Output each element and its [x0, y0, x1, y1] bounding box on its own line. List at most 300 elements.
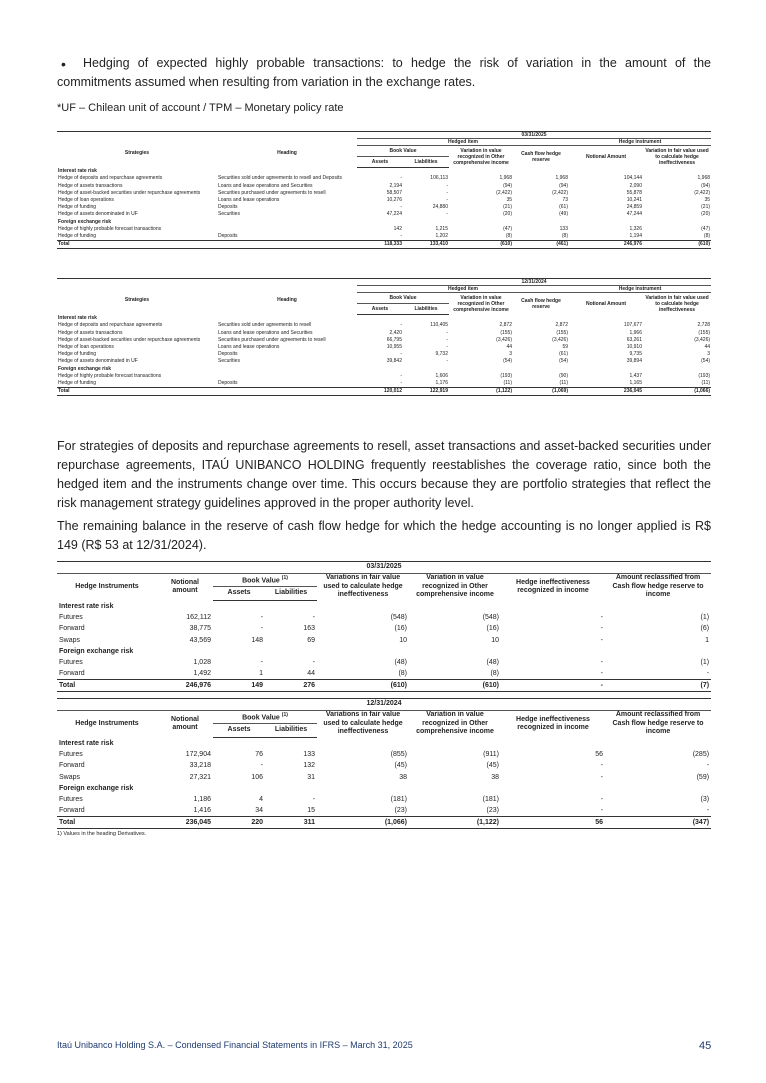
cell-var-oci: (47)	[503, 225, 512, 232]
col-instruments: Hedge Instruments	[75, 582, 139, 590]
col-liabilities: Liabilities	[403, 157, 449, 168]
col-notional: Notional amount	[171, 715, 199, 732]
cell-var-fv: (855)	[390, 750, 407, 758]
section-row	[57, 600, 711, 612]
cell-var-oci: (1,122)	[449, 387, 513, 395]
col-reclassified: Amount reclassified from Cash flow hedge reserve to income	[612, 574, 704, 599]
cell-name: Total	[57, 680, 157, 692]
cell-notional: 10,910	[626, 344, 642, 351]
cell-heading: Loans and lease operations and Securities	[218, 329, 313, 336]
cell-liabilities: -	[312, 796, 315, 804]
cell-name: Forward	[59, 670, 85, 678]
cell-liabilities: 24,880	[432, 204, 448, 211]
cell-notional: 2,090	[629, 182, 642, 189]
cell-reclass: (3)	[700, 796, 710, 804]
cell-strategy: Total	[57, 240, 217, 248]
cell-strategy: Hedge of assets transactions	[58, 182, 123, 189]
cell-reclass: -	[706, 670, 710, 678]
cell-var-oci: (45)	[486, 762, 499, 770]
cell-assets: -	[400, 379, 402, 386]
cell-liabilities: 69	[307, 636, 315, 644]
cell-assets: 47,224	[386, 211, 402, 218]
cell-liabilities: 106,113	[430, 175, 448, 182]
cell-notional: 1,966	[629, 329, 642, 336]
section-row	[57, 783, 711, 794]
cell-assets: -	[400, 232, 402, 239]
coverage-ratio-paragraph: For strategies of deposits and repurchase agreements to resell, asset transactions and asset-backed securities under repurchase agreements, ITAÚ UNIBANCO HOLDING frequently reestablishes the coverage ratio, since both the hedged item and the instruments change over time. This occurs because they are portfolio strategies that reflect the risk management strategy guidelines approved in the proper authority level.	[57, 439, 711, 510]
period-header: 12/31/2024	[57, 699, 711, 711]
cell-name: Forward	[59, 807, 85, 815]
table-row	[57, 322, 711, 329]
hedge-instruments-table-2025	[57, 561, 711, 692]
cell-strategy: Hedge of deposits and repurchase agreements	[58, 322, 163, 329]
col-book-value: Book Value	[357, 293, 449, 304]
cell-var-fv: (1,066)	[643, 387, 711, 395]
cell-liabilities: -	[446, 182, 448, 189]
cell-reclass: (6)	[700, 625, 710, 633]
total-row	[57, 680, 711, 692]
col-variation-fv: Variation in fair value used to calculate hedge ineffectiveness	[645, 295, 709, 314]
col-notional: Notional Amount	[585, 154, 627, 161]
cell-reserve: (461)	[513, 240, 569, 248]
cell-notional: 38,775	[189, 625, 211, 633]
cell-assets: 148	[251, 636, 263, 644]
cell-var-oci: (8)	[505, 232, 512, 239]
cell-var-oci: (16)	[486, 625, 499, 633]
cell-var-fv: 10	[399, 636, 407, 644]
cell-heading: Loans and lease operations	[218, 197, 280, 204]
cell-reserve: 1,968	[555, 175, 568, 182]
cell-var-fv: (3,426)	[694, 336, 711, 343]
cell-var-fv: 1,968	[697, 175, 711, 182]
cell-var-oci: 35	[506, 197, 512, 204]
cell-var-oci: (54)	[503, 358, 512, 365]
cell-var-fv: (155)	[698, 329, 711, 336]
cell-notional: 33,218	[189, 762, 211, 770]
cell-notional: 10,241	[626, 197, 642, 204]
cell-assets: 10,955	[386, 344, 402, 351]
cell-var-oci: (610)	[449, 240, 513, 248]
cell-ineff: -	[501, 680, 605, 692]
cell-assets: 118,333	[357, 240, 403, 248]
cell-var-oci: 10	[491, 636, 499, 644]
col-book-value: Book Value $^{(1)}$	[213, 574, 317, 587]
cell-strategy: Hedge of asset-backed securities under repurchase agreements	[58, 336, 201, 343]
cell-var-fv: (48)	[394, 659, 407, 667]
cell-liabilities: 9,732	[435, 351, 448, 358]
cell-assets: -	[260, 613, 263, 621]
cell-reserve: (54)	[559, 358, 568, 365]
cell-reserve: 2,872	[555, 322, 568, 329]
total-row	[57, 240, 711, 248]
cell-var-fv: 35	[704, 197, 711, 204]
table-row	[57, 657, 711, 668]
cell-name: Swaps	[59, 636, 81, 644]
section-label: Foreign exchange risk	[59, 647, 134, 655]
cell-notional: 246,976	[157, 680, 213, 692]
section-label: Interest rate risk	[58, 168, 97, 175]
cell-var-oci: (911)	[483, 750, 499, 758]
cell-var-fv: (181)	[390, 796, 407, 804]
cell-reclass: -	[706, 762, 710, 770]
cell-reserve: (1,069)	[513, 387, 569, 395]
cell-liabilities: 133	[303, 750, 315, 758]
cell-name: Total	[57, 817, 157, 829]
table-row	[57, 760, 711, 771]
col-assets: Assets	[357, 157, 403, 168]
table-row	[57, 175, 711, 182]
cell-assets: 34	[255, 807, 263, 815]
cell-var-oci: 2,872	[499, 322, 512, 329]
bullet-icon: •	[61, 56, 66, 72]
cell-notional: 1,492	[193, 670, 211, 678]
cell-reserve: (3,426)	[552, 336, 568, 343]
cell-ineff: -	[600, 659, 603, 667]
cell-notional: 1,437	[629, 372, 642, 379]
cell-assets: 142	[393, 225, 402, 232]
footer-company: Itaú Unibanco Holding S.A. – Condensed Financial Statements in IFRS – March 31, 2025	[57, 1040, 413, 1050]
table-row	[57, 204, 711, 211]
cell-assets: 106	[251, 773, 263, 781]
cell-heading: Securities purchased under agreements to resell	[218, 336, 326, 343]
cell-liabilities: 132	[303, 762, 315, 770]
cell-ineff: 56	[595, 750, 603, 758]
cell-var-fv: (47)	[701, 225, 711, 232]
cell-var-oci: 38	[491, 773, 499, 781]
cell-heading	[217, 373, 357, 380]
cell-assets: 120,012	[357, 387, 403, 395]
cell-strategy: Hedge of deposits and repurchase agreements	[58, 175, 163, 182]
col-book-value: Book Value	[357, 146, 449, 157]
col-cash-flow-reserve: Cash flow hedge reserve	[521, 151, 561, 164]
cell-assets: -	[400, 372, 402, 379]
section-label: Foreign exchange risk	[59, 784, 134, 792]
cell-reclass: 1	[705, 636, 710, 644]
cell-liabilities: -	[312, 613, 315, 621]
cell-heading: Loans and lease operations	[218, 344, 280, 351]
col-var-oci: Variation in value recognized in Other comprehensive income	[416, 711, 494, 736]
cell-var-oci: (48)	[486, 659, 499, 667]
col-ineffectiveness: Hedge ineffectiveness recognized in income	[516, 578, 590, 595]
cell-reserve: (8)	[561, 232, 568, 239]
hedge-strategies-table-2024	[57, 278, 711, 396]
cell-strategy: Hedge of funding	[58, 204, 97, 211]
col-ineffectiveness: Hedge ineffectiveness recognized in income	[516, 715, 590, 732]
cell-heading	[217, 387, 357, 395]
cell-var-fv: (20)	[701, 211, 711, 218]
cell-liabilities: 1,176	[435, 379, 448, 386]
cell-notional: 107,677	[623, 322, 642, 329]
cell-strategy: Hedge of assets denominated in UF	[58, 211, 138, 218]
total-row	[57, 817, 711, 829]
cell-reserve: (90)	[559, 372, 568, 379]
cell-var-fv: (11)	[701, 379, 711, 386]
table-row	[57, 197, 711, 204]
bullet-paragraph: Hedging of expected highly probable transactions: to hedge the risk of variation in the amount of the commitments assumed when resulting from variation in the exchange rates.	[57, 56, 711, 89]
cell-strategy: Hedge of assets denominated in UF	[58, 358, 138, 365]
cell-reclass: (7)	[605, 680, 711, 692]
cell-notional: 43,569	[189, 636, 211, 644]
cell-var-oci: (11)	[503, 379, 512, 386]
cell-strategy: Hedge of funding	[58, 351, 97, 358]
cell-liabilities: 133,410	[403, 240, 449, 248]
cell-name: Futures	[59, 659, 83, 667]
cell-reserve: (61)	[559, 351, 568, 358]
cell-var-fv: (548)	[390, 613, 407, 621]
col-instruments: Hedge Instruments	[75, 719, 139, 727]
cell-notional: 47,244	[626, 211, 642, 218]
cell-var-oci: (20)	[503, 211, 512, 218]
cell-var-oci: (8)	[490, 670, 499, 678]
cell-var-fv: (45)	[394, 762, 407, 770]
cell-notional: 63,261	[626, 336, 642, 343]
total-row	[57, 387, 711, 395]
cell-var-fv: (54)	[701, 358, 711, 365]
cell-reclass: (285)	[692, 750, 710, 758]
cell-var-fv: (94)	[701, 182, 711, 189]
cell-name: Futures	[59, 750, 83, 758]
cell-assets: -	[260, 659, 263, 667]
cell-notional: 104,144	[623, 175, 642, 182]
page-number: 45	[699, 1040, 712, 1052]
cell-ineff: -	[600, 762, 603, 770]
cell-liabilities: -	[312, 659, 315, 667]
cell-reserve: (94)	[559, 182, 568, 189]
cell-notional: 1,165	[629, 379, 642, 386]
cell-liabilities: 122,919	[403, 387, 449, 395]
cell-var-fv: (1,066)	[317, 817, 409, 829]
cell-var-fv: (16)	[394, 625, 407, 633]
col-notional: Notional Amount	[585, 301, 627, 308]
section-label: Foreign exchange risk	[58, 218, 112, 225]
cell-assets: 2,420	[389, 329, 402, 336]
cell-var-fv: (8)	[703, 232, 711, 239]
table-row	[57, 373, 711, 380]
table-row	[57, 351, 711, 358]
cell-notional: 1,186	[193, 796, 211, 804]
section-row	[57, 646, 711, 657]
cell-name: Swaps	[59, 773, 81, 781]
cell-strategy: Total	[57, 387, 217, 395]
col-variation-oci: Variation in value recognized in Other comprehensive income	[453, 148, 509, 167]
cell-ineff: -	[600, 773, 603, 781]
cell-ineff: -	[600, 670, 603, 678]
section-row	[57, 219, 711, 226]
col-strategies: Strategies	[124, 297, 150, 304]
col-var-fv: Variations in fair value used to calculate hedge ineffectiveness	[323, 574, 403, 599]
cell-notional: 24,859	[626, 204, 642, 211]
cell-reclass: (347)	[605, 817, 711, 829]
cell-ineff: -	[600, 625, 603, 633]
cell-liabilities: -	[446, 211, 448, 218]
cell-assets: -	[400, 175, 402, 182]
cell-assets: 149	[213, 680, 265, 692]
table-row	[57, 358, 711, 365]
cell-notional: 27,321	[189, 773, 211, 781]
cell-var-fv: (21)	[701, 204, 711, 211]
cell-reserve: (49)	[559, 211, 568, 218]
col-heading: Heading	[277, 297, 297, 304]
table-row	[57, 211, 711, 218]
table-row	[57, 190, 711, 197]
cell-var-fv: (2,422)	[694, 189, 711, 196]
cell-assets: 66,795	[386, 336, 402, 343]
cell-liabilities: 163	[303, 625, 315, 633]
table-row	[57, 330, 711, 337]
table-row	[57, 612, 711, 623]
cell-liabilities: 1,202	[435, 232, 448, 239]
cell-assets: -	[260, 762, 263, 770]
cell-heading: Securities	[218, 211, 240, 218]
cell-assets: 2,194	[389, 182, 402, 189]
cell-liabilities: 276	[265, 680, 317, 692]
cell-heading: Securities purchased under agreements to resell	[218, 189, 326, 196]
cell-var-oci: (21)	[503, 204, 512, 211]
cell-liabilities: -	[446, 358, 448, 365]
cell-heading: Securities sold under agreements to resell	[218, 322, 312, 329]
col-strategies: Strategies	[124, 150, 150, 157]
cell-liabilities: 1,606	[435, 372, 448, 379]
table-row	[57, 805, 711, 817]
table-row	[57, 233, 711, 241]
cell-notional: 162,112	[186, 613, 211, 621]
cell-ineff: -	[600, 613, 603, 621]
cell-ineff: -	[600, 796, 603, 804]
table-row	[57, 771, 711, 782]
cell-notional: 172,904	[185, 750, 211, 758]
cell-liabilities: 31	[307, 773, 315, 781]
col-liabilities: Liabilities	[403, 304, 449, 315]
cell-heading: Securities sold under agreements to resell and Deposits	[218, 175, 342, 182]
col-assets: Assets	[213, 586, 265, 600]
cell-liabilities: 110,405	[430, 322, 448, 329]
abbreviation-note: *UF – Chilean unit of account / TPM – Monetary policy rate	[57, 102, 344, 114]
cell-strategy: Hedge of loan operations	[58, 197, 114, 204]
cell-assets: -	[400, 322, 402, 329]
cell-notional: 236,045	[157, 817, 213, 829]
col-cash-flow-reserve: Cash flow hedge reserve	[521, 298, 561, 311]
cell-assets: 220	[213, 817, 265, 829]
cell-notional: 39,894	[626, 358, 642, 365]
cell-assets: 10,276	[386, 197, 402, 204]
cell-reserve: 133	[559, 225, 568, 232]
cell-name: Futures	[59, 796, 83, 804]
hedge-instrument-header: Hedge instrument	[569, 286, 711, 293]
table-row	[57, 749, 711, 760]
cell-notional: 246,976	[569, 240, 643, 248]
cell-var-fv: 2,728	[697, 322, 711, 329]
hedge-instrument-header: Hedge instrument	[569, 139, 711, 146]
cell-var-oci: (610)	[409, 680, 501, 692]
cell-var-fv: (610)	[643, 240, 711, 248]
cell-notional: 236,045	[569, 387, 643, 395]
section-label: Interest rate risk	[58, 315, 97, 322]
cell-var-fv: (23)	[394, 807, 407, 815]
cell-reserve: (155)	[556, 329, 568, 336]
cell-reclass: (59)	[696, 773, 710, 781]
hedged-item-header: Hedged item	[357, 286, 569, 293]
section-row	[57, 168, 711, 176]
cell-strategy: Hedge of highly probable forecast transactions	[58, 372, 162, 379]
section-row	[57, 737, 711, 749]
cell-reclass: (1)	[700, 659, 710, 667]
cell-heading: Deposits	[218, 379, 238, 386]
table-row	[57, 337, 711, 344]
col-var-fv: Variations in fair value used to calculate hedge ineffectiveness	[323, 711, 403, 736]
cell-strategy: Hedge of asset-backed securities under repurchase agreements	[58, 189, 201, 196]
table-row	[57, 380, 711, 388]
cell-var-oci: 3	[509, 351, 512, 358]
remaining-balance-paragraph: The remaining balance in the reserve of cash flow hedge for which the hedge accounting is no longer applied is R$ 149 (R$ 53 at 12/31/2024).	[57, 519, 711, 552]
cell-strategy: Hedge of highly probable forecast transactions	[58, 225, 162, 232]
hedged-item-header: Hedged item	[357, 139, 569, 146]
cell-var-fv: (610)	[317, 680, 409, 692]
cell-reclass: (1)	[700, 613, 710, 621]
period-header: 12/31/2024	[357, 279, 711, 286]
cell-assets: 1	[259, 670, 263, 678]
cell-var-fv: (8)	[398, 670, 407, 678]
cell-assets: -	[400, 351, 402, 358]
cell-liabilities: 44	[307, 670, 315, 678]
cell-name: Forward	[59, 625, 85, 633]
col-liabilities: Liabilities	[265, 723, 317, 737]
cell-notional: 1,028	[193, 659, 211, 667]
cell-liabilities: 15	[307, 807, 315, 815]
cell-var-fv: 3	[707, 351, 711, 358]
cell-reclass: -	[706, 807, 710, 815]
cell-assets: 39,842	[386, 358, 402, 365]
col-liabilities: Liabilities	[265, 586, 317, 600]
cell-strategy: Hedge of loan operations	[58, 344, 114, 351]
cell-notional: 1,416	[193, 807, 211, 815]
cell-strategy: Hedge of assets transactions	[58, 329, 123, 336]
table-row	[57, 668, 711, 680]
cell-assets: -	[260, 625, 263, 633]
cell-notional: 55,878	[626, 189, 642, 196]
cell-liabilities: 311	[265, 817, 317, 829]
cell-var-oci: (23)	[486, 807, 499, 815]
col-assets: Assets	[213, 723, 265, 737]
cell-var-oci: (94)	[503, 182, 512, 189]
table-row	[57, 623, 711, 634]
cell-var-oci: (2,422)	[496, 189, 512, 196]
cell-var-oci: (193)	[500, 372, 512, 379]
cell-heading	[217, 240, 357, 248]
cell-liabilities: 1,215	[435, 225, 448, 232]
col-variation-oci: Variation in value recognized in Other comprehensive income	[453, 295, 509, 314]
hedge-strategies-table-2025	[57, 131, 711, 249]
table-row	[57, 183, 711, 190]
col-book-value: Book Value $^{(1)}$	[213, 711, 317, 724]
cell-var-oci: (1,122)	[409, 817, 501, 829]
hedge-instruments-table-2024	[57, 698, 711, 829]
cell-var-oci: 1,968	[499, 175, 512, 182]
section-label: Foreign exchange risk	[58, 365, 112, 372]
cell-notional: 1,194	[629, 232, 642, 239]
cell-var-oci: 44	[506, 344, 512, 351]
cell-ineff: 56	[501, 817, 605, 829]
table-row	[57, 794, 711, 805]
cell-liabilities: -	[446, 197, 448, 204]
cell-heading: Deposits	[218, 351, 238, 358]
cell-assets: -	[400, 204, 402, 211]
table-row	[57, 226, 711, 233]
footnote: 1) Values in the heading Derivatives.	[57, 831, 147, 837]
section-row	[57, 366, 711, 373]
cell-assets: 4	[259, 796, 263, 804]
table-row	[57, 344, 711, 351]
cell-strategy: Hedge of funding	[58, 232, 97, 239]
